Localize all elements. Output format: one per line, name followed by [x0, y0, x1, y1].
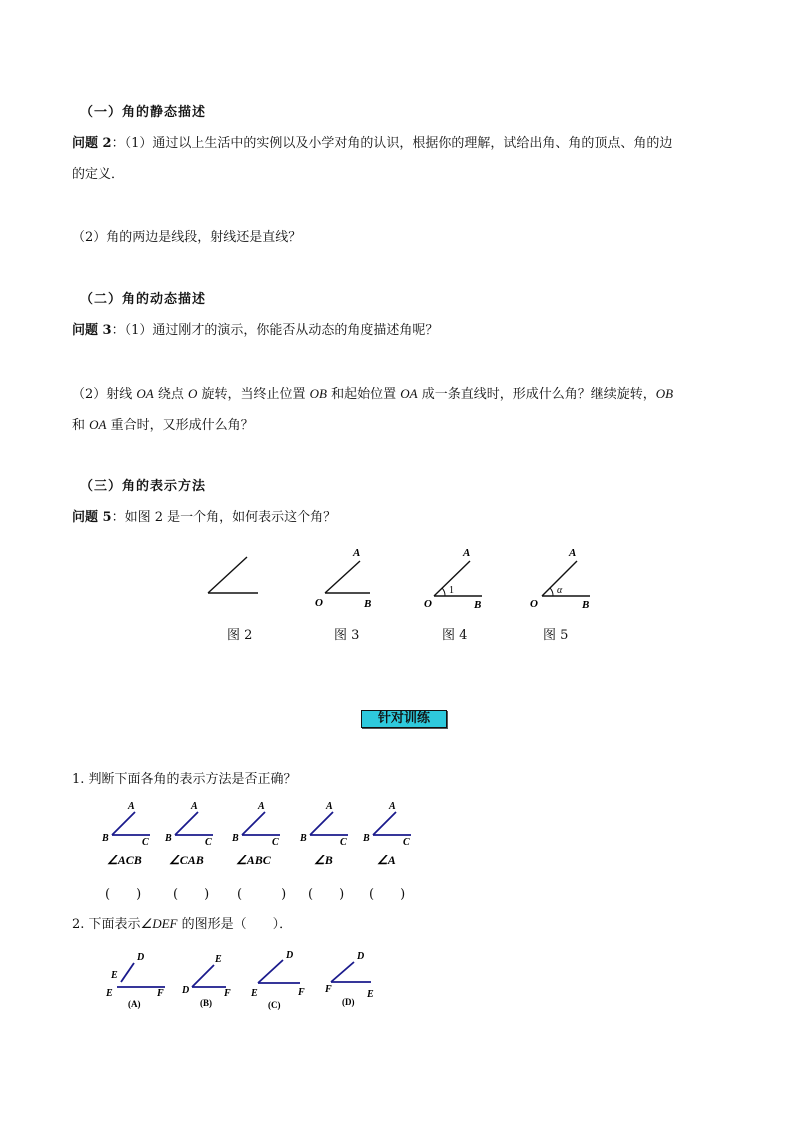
ray-ob-2: OB — [655, 386, 674, 401]
q2-opt-b-angle — [192, 965, 226, 987]
q1-fig1-caption: ∠ACB — [107, 853, 142, 867]
question-3-label: 问题 3 — [72, 323, 112, 338]
q1-fig2-a: A — [191, 801, 198, 812]
q1-fig3-a: A — [258, 801, 265, 812]
section-heading-dynamic: （二）角的动态描述 — [80, 292, 207, 307]
figure-4-caption: 图 4 — [442, 628, 468, 643]
question-2-label: 问题 2 — [72, 136, 112, 151]
q2-opt-c-label[interactable]: (C) — [268, 1000, 281, 1010]
section-heading-notation: （三）角的表示方法 — [80, 479, 207, 494]
fig4-mark-1: 1 — [449, 585, 454, 596]
figure-4-angle — [434, 561, 482, 596]
q2-option-figures — [0, 945, 794, 1015]
figure-5-caption: 图 5 — [543, 628, 569, 643]
fig5-label-a: A — [569, 547, 577, 559]
q1-fig-3-angle — [242, 812, 280, 835]
q1-fig1-a: A — [128, 801, 135, 812]
q1-fig3-c: C — [272, 837, 279, 848]
q2-a-mid: E — [111, 970, 118, 981]
q1-fig5-b: B — [363, 833, 370, 844]
q1-fig3-caption: ∠ABC — [236, 853, 271, 867]
q2-opt-b-label[interactable]: (B) — [200, 998, 212, 1008]
question-3-part2-line1 — [72, 385, 673, 404]
ray-ob: OB — [309, 386, 328, 401]
ray-oa-3: OA — [89, 417, 107, 432]
q1-fig5-c: C — [403, 837, 410, 848]
q1-fig4-a: A — [326, 801, 333, 812]
q3-text-b: 绕点 — [153, 387, 189, 402]
q2-d-right: E — [367, 989, 374, 1000]
q2-b-right: F — [224, 988, 231, 999]
q2-angle-def: ∠DEF — [140, 916, 178, 931]
q1-answer-1[interactable]: ( ) — [105, 887, 142, 902]
question-3-part2-line2 — [72, 416, 254, 435]
fig5-label-b: B — [582, 599, 590, 611]
q3-text-d: 和起始位置 — [327, 387, 401, 402]
q2-a-top: D — [137, 952, 145, 963]
q1-fig1-c: C — [142, 837, 149, 848]
q1-answer-5[interactable]: ( ) — [369, 887, 406, 902]
q1-fig-4-angle — [310, 812, 348, 835]
question-3-text: ：（1）通过刚才的演示，你能否从动态的角度描述角呢？ — [111, 323, 439, 338]
q2-a-left: E — [106, 988, 113, 999]
question-2-line1 — [72, 135, 672, 153]
q2-opt-c-angle — [258, 960, 300, 983]
q2-d-left: F — [325, 984, 332, 995]
fig3-label-a: A — [353, 547, 361, 559]
q1-fig1-b: B — [102, 833, 109, 844]
q2-opt-a-label[interactable]: (A) — [128, 999, 141, 1009]
q1-fig4-b: B — [300, 833, 307, 844]
q2-b-top: E — [215, 954, 222, 965]
training-question-1: 1. 判断下面各角的表示方法是否正确？ — [72, 772, 297, 787]
q1-fig-1-angle — [112, 812, 150, 835]
angle-figures — [0, 540, 794, 660]
question-5-text: ：如图 2 是一个角，如何表示这个角？ — [111, 510, 337, 525]
ray-oa: OA — [136, 386, 154, 401]
q1-fig5-a: A — [389, 801, 396, 812]
fig3-label-o: O — [315, 597, 323, 609]
q1-answer-2[interactable]: ( ) — [173, 887, 210, 902]
figure-2-angle — [208, 557, 258, 593]
q2-text-b: 的图形是（ ）． — [177, 917, 293, 932]
q2-opt-a-angle — [117, 963, 165, 987]
q1-fig4-c: C — [340, 837, 347, 848]
q1-fig2-b: B — [165, 833, 172, 844]
figure-3-caption: 图 3 — [334, 628, 360, 643]
q1-fig5-caption: ∠A — [377, 853, 396, 867]
fig4-label-a: A — [463, 547, 471, 559]
q1-fig3-b: B — [232, 833, 239, 844]
training-question-2 — [72, 915, 292, 934]
ray-oa-2: OA — [400, 386, 418, 401]
q2-d-top: D — [357, 951, 365, 962]
q2-c-top: D — [286, 950, 294, 961]
question-5-label: 问题 5 — [72, 510, 112, 525]
q2-c-left: E — [251, 988, 258, 999]
q1-answer-3[interactable]: ( ) — [237, 887, 287, 902]
fig4-label-o: O — [424, 598, 432, 610]
q2-opt-d-label[interactable]: (D) — [342, 997, 355, 1007]
q1-fig-5-angle — [373, 812, 411, 835]
q3-text-a: （2）射线 — [72, 387, 137, 402]
fig5-mark-alpha: α — [557, 585, 563, 596]
q3-text-c: 旋转，当终止位置 — [197, 387, 310, 402]
figure-2-caption: 图 2 — [227, 628, 253, 643]
q1-answer-4[interactable]: ( ) — [308, 887, 345, 902]
q1-fig2-c: C — [205, 837, 212, 848]
q2-opt-d-angle — [331, 962, 371, 982]
q3-text-e: 成一条直线时，形成什么角？继续旋转， — [417, 387, 656, 402]
q2-a-right: F — [157, 988, 164, 999]
q2-text-a: 2. 下面表示 — [72, 917, 141, 932]
training-banner: 针对训练 — [361, 710, 447, 728]
fig5-label-o: O — [530, 598, 538, 610]
q1-fig4-caption: ∠B — [314, 853, 333, 867]
q3-line2-b: 重合时，又形成什么角？ — [106, 418, 254, 433]
q2-b-left: D — [182, 985, 190, 996]
section-heading-static: （一）角的静态描述 — [80, 105, 207, 120]
question-2-text: ：（1）通过以上生活中的实例以及小学对角的认识，根据你的理解，试给出角、角的顶点、角的边 — [111, 136, 673, 151]
question-2-line2: 的定义． — [72, 167, 125, 182]
figure-5-angle — [542, 561, 590, 596]
q2-c-right: F — [298, 987, 305, 998]
fig4-label-b: B — [474, 599, 482, 611]
fig3-label-b: B — [364, 598, 372, 610]
q1-fig-2-angle — [175, 812, 213, 835]
q1-fig2-caption: ∠CAB — [169, 853, 204, 867]
question-3-line1 — [72, 322, 438, 340]
q1-angle-figures — [0, 800, 794, 880]
q3-line2-a: 和 — [72, 418, 90, 433]
question-5-line — [72, 509, 336, 527]
question-2-part2: （2）角的两边是线段，射线还是直线？ — [72, 230, 302, 245]
point-o: O — [188, 386, 198, 401]
figure-3-angle — [325, 561, 370, 593]
